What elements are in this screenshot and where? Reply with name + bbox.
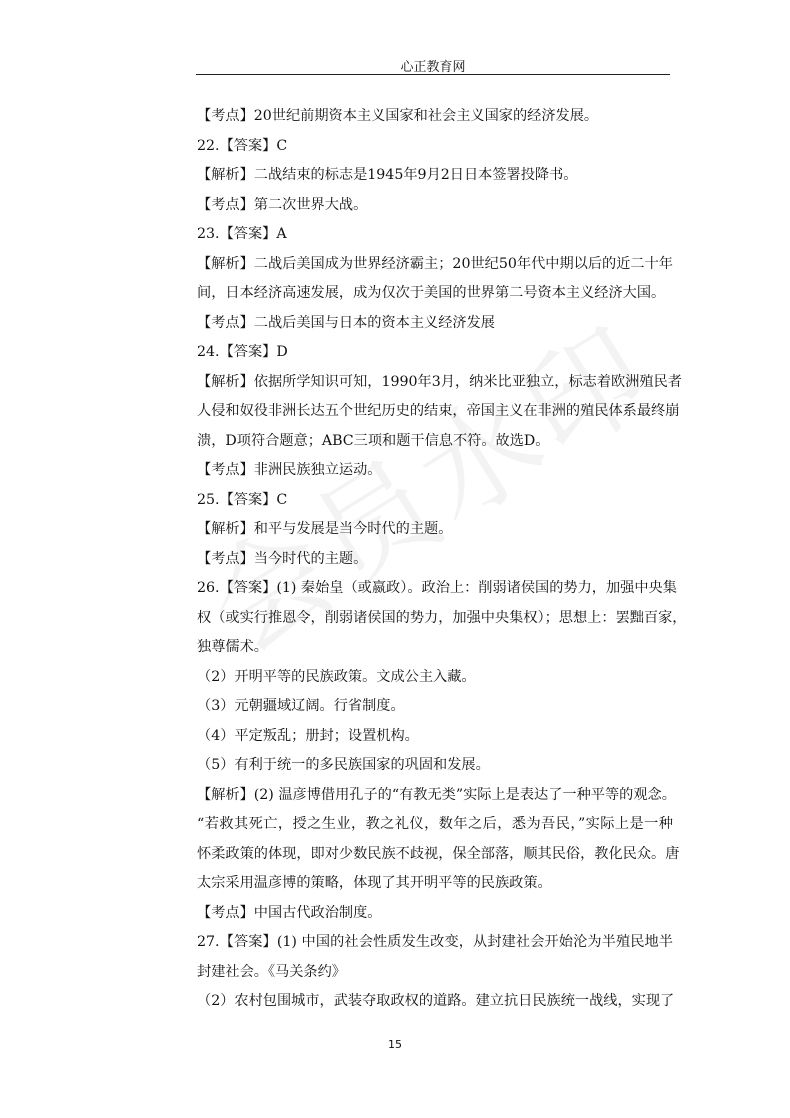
text-line: 【解析】二战结束的标志是1945年9月2日日本签署投降书。: [197, 167, 578, 183]
text-line: 独尊儒术。: [197, 639, 268, 655]
text-line: “若救其死亡，授之生业，教之礼仪，数年之后，悉为吾民，”实际上是一种: [197, 816, 673, 832]
text-line: 溃，D项符合题意；ABC三项和题干信息不符。故选D。: [197, 432, 550, 449]
text-line: 【解析】和平与发展是当今时代的主题。: [197, 521, 453, 537]
text-line: 27.【答案】(1) 中国的社会性质发生改变，从封建社会开始沦为半殖民地半: [197, 934, 673, 950]
text-line: 22.【答案】C: [197, 137, 288, 154]
text-line: 【考点】二战后美国与日本的资本主义经济发展: [197, 314, 495, 331]
text-line: 怀柔政策的体现，即对少数民族不歧视，保全部落，顺其民俗，教化民众。唐: [197, 845, 680, 862]
text-line: 【解析】二战后美国成为世界经济霸主；20世纪50年代中期以后的近二十年: [197, 255, 673, 272]
text-line: 间，日本经济高速发展，成为仅次于美国的世界第二号资本主义经济大国。: [197, 285, 666, 301]
text-line: 25.【答案】C: [197, 491, 288, 508]
text-line: （5）有利于统一的多民族国家的巩固和发展。: [197, 757, 490, 773]
text-line: （2）开明平等的民族政策。文成公主入藏。: [197, 668, 476, 685]
text-line: 24.【答案】D: [197, 344, 288, 360]
text-line: 【考点】第二次世界大战。: [197, 196, 368, 213]
document-body: [197, 102, 687, 1017]
page-header: 心正教育网: [400, 60, 466, 75]
text-line: （4）平定叛乱；册封；设置机构。: [197, 727, 419, 744]
text-line: 封建社会。《马关条约》: [197, 963, 346, 980]
text-line: 26.【答案】(1) 秦始皇（或嬴政）。政治上：削弱诸侯国的势力，加强中央集: [197, 580, 677, 596]
text-line: 人侵和奴役非洲长达五个世纪历史的结束，帝国主义在非洲的殖民体系最终崩: [197, 403, 680, 419]
text-line: 太宗采用温彦博的策略，体现了其开明平等的民族政策。: [197, 875, 552, 891]
text-line: 【考点】20世纪前期资本主义国家和社会主义国家的经济发展。: [197, 108, 599, 124]
text-line: 【考点】当今时代的主题。: [197, 550, 368, 567]
text-line: 【解析】(2) 温彦博借用孔子的“有教无类”实际上是表达了一种平等的观念。: [197, 786, 676, 803]
text-line: 23.【答案】A: [197, 226, 287, 242]
text-line: 【解析】依据所学知识可知，1990年3月，纳米比亚独立，标志着欧洲殖民者: [197, 373, 682, 390]
text-line: 【考点】中国古代政治制度。: [197, 904, 382, 921]
text-line: 权（或实行推恩令，削弱诸侯国的势力，加强中央集权）；思想上：罢黜百家，: [197, 609, 687, 626]
text-line: 【考点】非洲民族独立运动。: [197, 462, 382, 478]
text-line: （2）农村包围城市，武装夺取政权的道路。建立抗日民族统一战线，实现了: [197, 993, 675, 1009]
page-number: 15: [388, 1038, 402, 1051]
text-line: （3）元朝疆域辽阔。行省制度。: [197, 698, 405, 714]
